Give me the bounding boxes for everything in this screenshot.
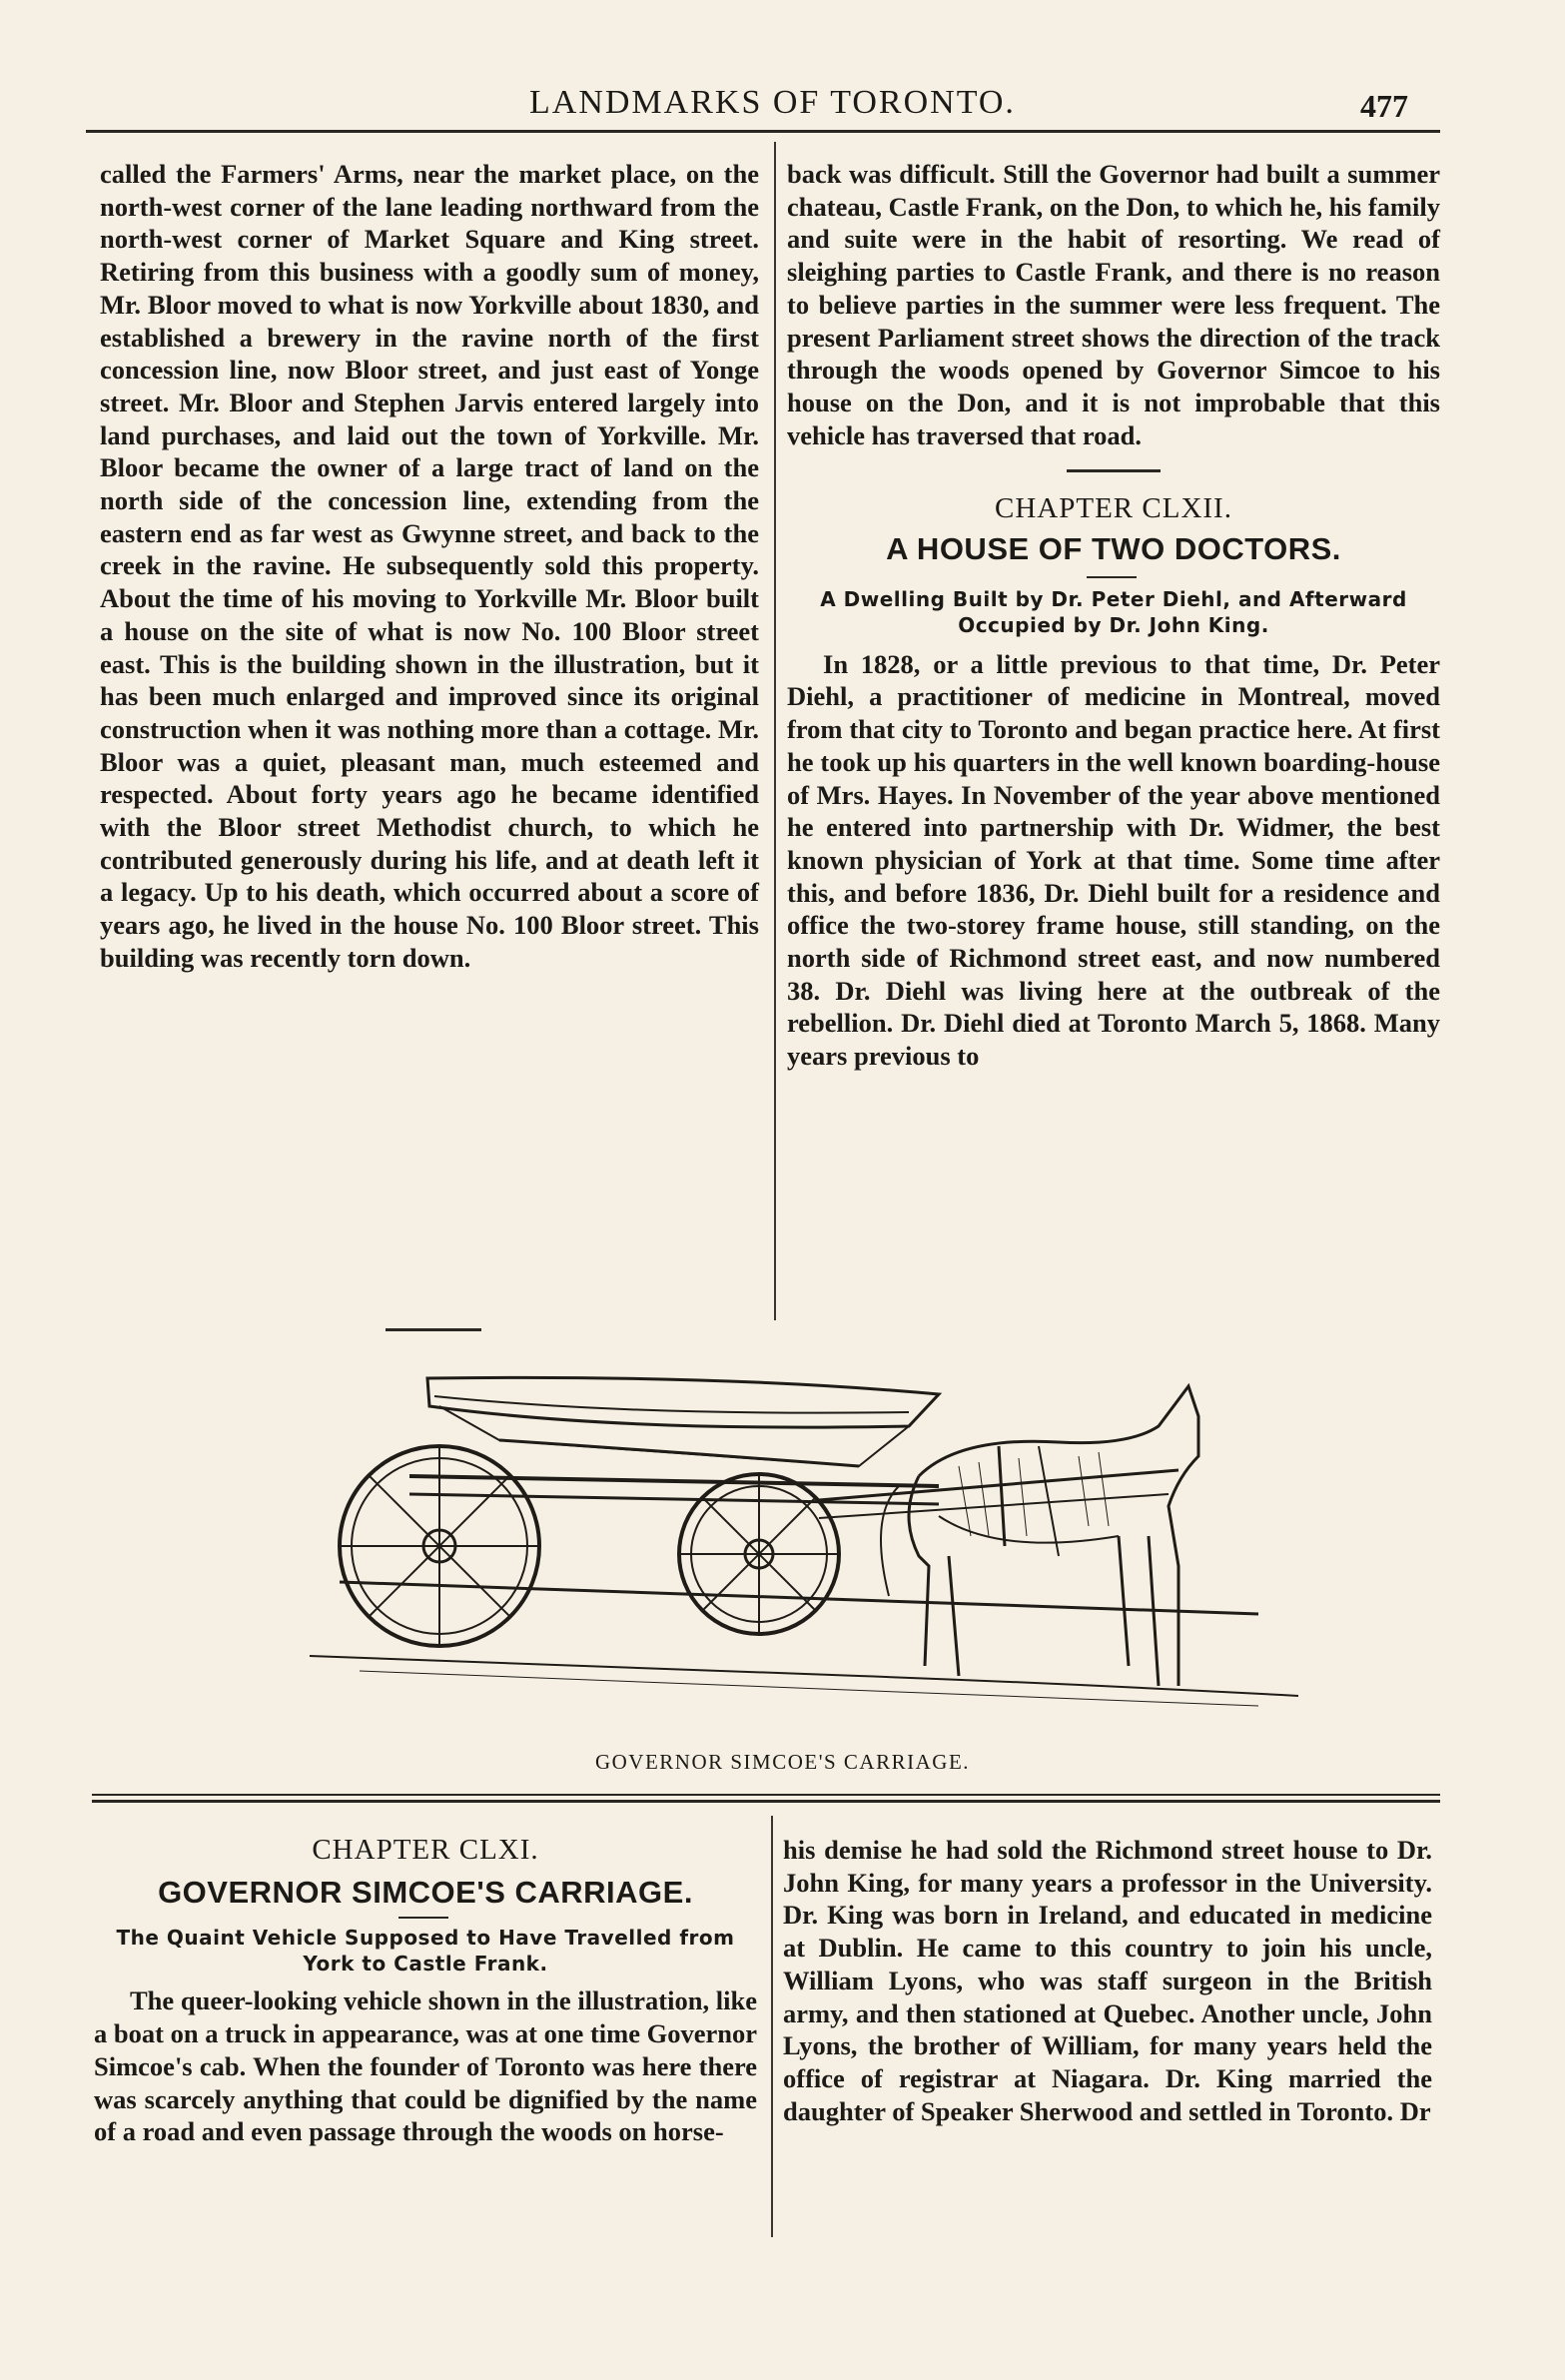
chapter-clxii-number: CHAPTER CLXII. — [995, 492, 1232, 525]
bottom-left-column — [94, 1834, 757, 2148]
title-rule — [1087, 576, 1137, 578]
column-divider-top — [774, 142, 776, 1320]
page-number: 477 — [1360, 88, 1408, 124]
section-divider-bottom-line — [92, 1800, 1440, 1803]
top-right-column — [787, 158, 1440, 1073]
king-paragraph: his demise he had sold the Richmond street house to Dr. John King, for many years a professor in the University. Dr. King was born in Ireland, and educated in medicine at Dublin. He came to this country to join his uncle, William Lyons, who was staff surgeon in the British army, and then stationed at Quebec. Another uncle, John Lyons, the brother of William, for many years held the office of registrar at Niagara. Dr. King married the daughter of Speaker Sherwood and settled in Toronto. Dr — [783, 1835, 1432, 2126]
column-divider-bottom — [771, 1816, 773, 2237]
section-divider-top-line — [92, 1794, 1440, 1796]
chapter-clxi-number: CHAPTER CLXI. — [312, 1834, 539, 1866]
bloor-paragraph: called the Farmers' Arms, near the market place, on the north-west corner of the lane leading northward from the north-west corner of Market Square and King street. Retiring from this business with a goodly sum of money, Mr. Bloor moved to what is now Yorkville about 1830, and established a brewery in the ravine north of the first concession line, now Bloor street, and just east of Yonge street. Mr. Bloor and Stephen Jarvis entered largely into land purchases, and laid out the town of Yorkville. Mr. Bloor became the owner of a large tract of land on the north side of the concession line, extending from the eastern end as far west as Gwynne street, and back to the creek in the ravine. He subsequently sold this property. About the time of his moving to Yorkville Mr. Bloor built a house on the site of what is now No. 100 Bloor street east. This is the building shown in the illustration, but it has been much enlarged and improved since its original construction when it was nothing more than a cottage. Mr. Bloor was a quiet, pleasant man, much esteemed and respected. About forty years ago he became identified with the Bloor street Methodist church, to which he contributed generously during his life, and at death left it a legacy. Up to his death, which occurred about a score of years ago, he lived in the house No. 100 Bloor street. This building was recently torn down. — [100, 159, 759, 973]
top-left-column — [100, 158, 759, 975]
end-of-chapter-rule — [386, 1328, 481, 1331]
bottom-right-column — [783, 1834, 1432, 2127]
carriage-paragraph: The queer-looking vehicle shown in the illustration, like a boat on a truck in appearance, was at one time Governor Simcoe's cab. When the founder of Toronto was here there was scarcely anything that could be dignified by the name of a road and even passage through the woods on horse- — [94, 1985, 757, 2147]
carriage-paragraph-continued: back was difficult. Still the Governor had built a summer chateau, Castle Frank, on the Don, to which he, his family and suite were in the habit of resorting. We read of sleighing parties to Castle Frank, and there is no reason to believe parties in the summer were less frequent. The present Parliament street shows the direction of the track through the woods opened by Governor Simcoe to his house on the Don, and it is not improbable that this vehicle has traversed that road. — [787, 159, 1440, 450]
running-title: LANDMARKS OF TORONTO. — [529, 84, 1016, 121]
diehl-paragraph: In 1828, or a little previous to that time, Dr. Peter Diehl, a practitioner of medicine in Montreal, moved from that city to Toronto and began practice here. At first he took up his quarters in the well known boarding-house of Mrs. Hayes. In November of the year above mentioned he entered into partnership with Dr. Widmer, the best known physician of York at that time. Some time after this, and before 1836, Dr. Diehl built for a residence and office the two-storey frame house, still standing, on the north side of Richmond street east, and now numbered 38. Dr. Diehl was living here at the outbreak of the rebellion. Dr. Diehl died at Toronto March 5, 1868. Many years previous to — [787, 648, 1440, 1072]
chapter-clxi-title: GOVERNOR SIMCOE'S CARRIAGE. — [158, 1874, 693, 1910]
chapter-clxii-title: A HOUSE OF TWO DOCTORS. — [886, 531, 1341, 567]
title-rule — [398, 1917, 448, 1919]
chapter-clxii-subheading: A Dwelling Built by Dr. Peter Diehl, and Afterward Occupied by Dr. John King. — [820, 586, 1407, 637]
chapter-clxi-subheading: The Quaint Vehicle Supposed to Have Travelled from York to Castle Frank. — [116, 1926, 735, 1977]
carriage-illustration — [300, 1366, 1318, 1736]
illustration-caption: GOVERNOR SIMCOE'S CARRIAGE. — [594, 1750, 971, 1774]
header-rule — [86, 130, 1440, 133]
section-rule — [1067, 469, 1161, 472]
